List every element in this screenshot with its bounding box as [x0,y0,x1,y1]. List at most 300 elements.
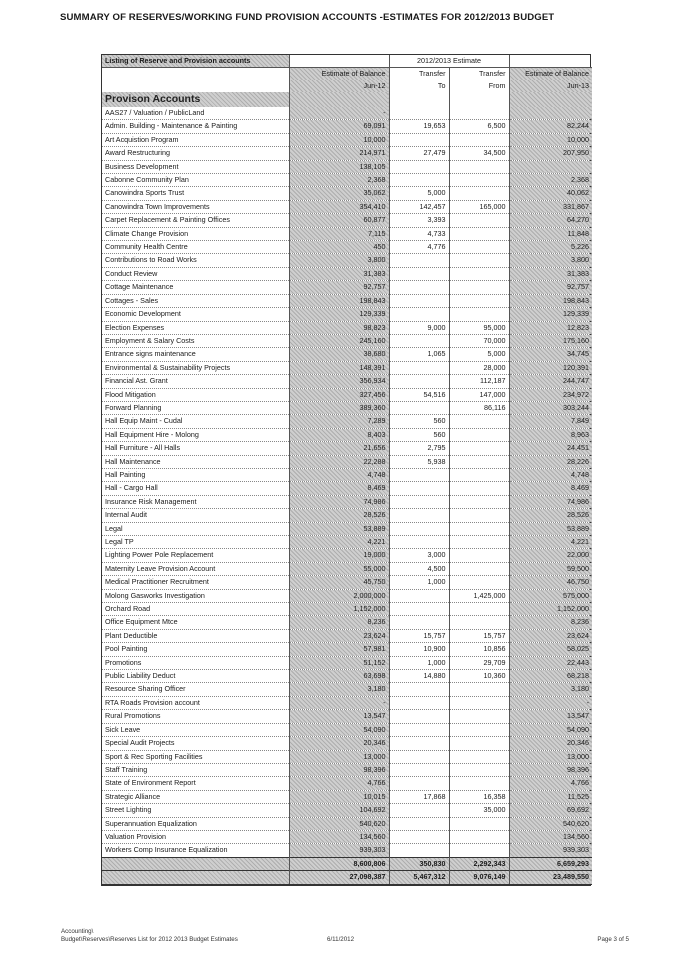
estimate-balance-jun12: 2,368 [289,174,389,187]
estimate-balance-jun12: 35,062 [289,187,389,200]
transfer-to: 4,500 [389,562,449,575]
section-cell [102,92,289,107]
transfer-to [389,750,449,763]
estimate-balance-jun13: 28,526 [509,509,592,522]
transfer-from: 86,116 [449,401,509,414]
transfer-to [389,589,449,602]
grand-total-label [102,871,289,884]
transfer-to [389,482,449,495]
transfer-from [449,254,509,267]
estimate-balance-jun12: 134,560 [289,830,389,843]
table-row [102,442,592,455]
account-name: Sport & Rec Sporting Facilities [102,750,289,763]
estimate-balance-jun13: 64,270 [509,214,592,227]
transfer-to [389,495,449,508]
grand-total-bal: 27,098,387 [289,871,389,884]
estimate-balance-jun13: 4,221 [509,536,592,549]
footer-page-number: Page 3 of 5 [597,936,629,943]
estimate-balance-jun12: 8,469 [289,482,389,495]
header-blank-4 [102,80,289,92]
estimate-balance-jun13: 244,747 [509,375,592,388]
transfer-from [449,294,509,307]
table-row [102,683,592,696]
account-name: Workers Comp Insurance Equalization [102,844,289,857]
transfer-to: 4,733 [389,227,449,240]
table-row [102,388,592,401]
subtotal-bal: 8,600,806 [289,857,389,870]
estimate-balance-jun12: 148,391 [289,361,389,374]
account-name: RTA Roads Provision account [102,696,289,709]
estimate-balance-jun12: 21,656 [289,442,389,455]
account-name: Business Development [102,160,289,173]
table-row [102,468,592,481]
account-name: Economic Development [102,308,289,321]
transfer-to: 3,393 [389,214,449,227]
transfer-from [449,107,509,120]
transfer-to [389,696,449,709]
listing-header: Listing of Reserve and Provision accounts [102,55,289,68]
estimate-balance-jun13: 5,226 [509,241,592,254]
table-row [102,576,592,589]
transfer-from [449,160,509,173]
header-blank-2 [509,55,592,68]
header-row-2 [102,68,592,81]
estimate-balance-jun13 [509,160,592,173]
account-name: Pool Painting [102,643,289,656]
estimate-balance-jun13: 8,469 [509,482,592,495]
estimate-group-header: 2012/2013 Estimate [389,55,509,68]
estimate-balance-jun12: 3,800 [289,254,389,267]
estimate-balance-jun12: 4,748 [289,468,389,481]
estimate-balance-jun12: 389,360 [289,401,389,414]
table-row [102,790,592,803]
estimate-balance-jun13: 175,160 [509,334,592,347]
estimate-balance-jun12: 13,000 [289,750,389,763]
transfer-to [389,710,449,723]
estimate-balance-jun12: - [289,107,389,120]
estimate-balance-jun13: 4,766 [509,777,592,790]
estimate-balance-jun13: 40,062 [509,187,592,200]
transfer-from [449,482,509,495]
estimate-balance-jun13: 13,547 [509,710,592,723]
estimate-balance-jun12: 2,000,000 [289,589,389,602]
transfer-to [389,723,449,736]
transfer-to [389,401,449,414]
estimate-balance-jun12: 8,403 [289,428,389,441]
transfer-to [389,375,449,388]
estimate-balance-jun13: 939,303 [509,844,592,857]
transfer-from [449,844,509,857]
transfer-from [449,723,509,736]
account-name: Forward Planning [102,401,289,414]
estimate-balance-jun13: 3,180 [509,683,592,696]
estimate-balance-jun12: 74,986 [289,495,389,508]
account-name: Hall - Cargo Hall [102,482,289,495]
table-row [102,267,592,280]
transfer-to [389,107,449,120]
estimate-balance-jun12: 69,091 [289,120,389,133]
transfer-from-header-1: Transfer [449,68,509,81]
account-name: Award Restructuring [102,147,289,160]
estimate-balance-jun12: 54,090 [289,723,389,736]
table-row [102,643,592,656]
table-row [102,254,592,267]
estimate-balance-jun12: 7,115 [289,227,389,240]
section-title: Provison Accounts [105,93,201,105]
account-name: Carpet Replacement & Painting Offices [102,214,289,227]
account-name: AAS27 / Valuation / PublicLand [102,107,289,120]
transfer-to: 9,000 [389,321,449,334]
table-row [102,763,592,776]
subtotal-from: 2,292,343 [449,857,509,870]
account-name: Insurance Risk Management [102,495,289,508]
table-row [102,147,592,160]
transfer-to [389,830,449,843]
header-row-1 [102,55,592,68]
estimate-balance-jun12: 7,289 [289,415,389,428]
account-name: Superannuation Equalization [102,817,289,830]
grand-total-row [102,871,592,884]
account-name: Climate Change Provision [102,227,289,240]
transfer-to: 560 [389,428,449,441]
transfer-to [389,254,449,267]
transfer-to-header-1: Transfer [389,68,449,81]
table-row [102,281,592,294]
transfer-to: 4,776 [389,241,449,254]
transfer-to [389,763,449,776]
transfer-from [449,281,509,294]
estimate-balance-jun13: 46,750 [509,576,592,589]
transfer-to [389,308,449,321]
transfer-from: 10,360 [449,670,509,683]
transfer-to [389,616,449,629]
estimate-balance-jun12: 92,757 [289,281,389,294]
header-blank-3 [102,68,289,81]
table-row [102,321,592,334]
estimate-balance-jun12: 13,547 [289,710,389,723]
header-row-3 [102,80,592,92]
transfer-from-header-2: From [449,80,509,92]
estimate-balance-jun13: 8,236 [509,616,592,629]
subtotal-bal2: 6,659,293 [509,857,592,870]
table-row [102,710,592,723]
estimate-balance-jun13: 1,152,000 [509,603,592,616]
transfer-from [449,495,509,508]
account-name: Cottage Maintenance [102,281,289,294]
account-name: Community Health Centre [102,241,289,254]
estimate-balance-jun12: 198,843 [289,294,389,307]
estimate-balance-jun12: 63,698 [289,670,389,683]
estimate-balance-jun13: 11,525 [509,790,592,803]
estimate-balance-jun13: - [509,696,592,709]
grand-total-from: 9,076,149 [449,871,509,884]
estimate-balance-jun13: 22,443 [509,656,592,669]
account-name: State of Environment Report [102,777,289,790]
section-fill-2 [389,92,449,107]
estimate-balance-jun12: 10,015 [289,790,389,803]
estimate-balance-jun13: 82,244 [509,120,592,133]
estimate-balance-jun12: 356,934 [289,375,389,388]
estimate-balance-jun13: 198,843 [509,294,592,307]
account-name: Employment & Salary Costs [102,334,289,347]
table-row [102,241,592,254]
account-name: Lighting Power Pole Replacement [102,549,289,562]
transfer-to: 3,000 [389,549,449,562]
transfer-from [449,442,509,455]
transfer-from: 95,000 [449,321,509,334]
estimate-balance-jun12: 4,766 [289,777,389,790]
estimate-balance-jun13: 22,000 [509,549,592,562]
estimate-balance-jun13: 58,025 [509,643,592,656]
transfer-to: 5,938 [389,455,449,468]
transfer-to [389,522,449,535]
estimate-balance-jun12: 55,000 [289,562,389,575]
subtotal-row [102,857,592,870]
account-name: Valuation Provision [102,830,289,843]
account-name: Environmental & Sustainability Projects [102,361,289,374]
table-row [102,750,592,763]
transfer-from [449,763,509,776]
estimate-balance-jun13: 331,867 [509,200,592,213]
estimate-balance-jun13: 34,745 [509,348,592,361]
footer-path-line-1: Accounting\ [61,928,94,935]
estimate-balance-jun12: 214,971 [289,147,389,160]
table-row [102,603,592,616]
table-row [102,777,592,790]
estimate-balance-jun13: 28,226 [509,455,592,468]
subtotal-label [102,857,289,870]
estimate-balance-jun13: 7,849 [509,415,592,428]
estimate-balance-jun13: 12,823 [509,321,592,334]
estimate-balance-jun12: 31,383 [289,267,389,280]
estimate-balance-jun12: 28,526 [289,509,389,522]
account-name: Conduct Review [102,267,289,280]
transfer-from [449,603,509,616]
transfer-to [389,468,449,481]
estimate-balance-jun12: 53,889 [289,522,389,535]
table-row [102,522,592,535]
table-row [102,549,592,562]
account-name: Entrance signs maintenance [102,348,289,361]
transfer-from: 70,000 [449,334,509,347]
transfer-from [449,696,509,709]
transfer-to [389,334,449,347]
transfer-to: 1,000 [389,656,449,669]
estimate-balance-jun12: 38,680 [289,348,389,361]
estimate-balance-jun13: 4,748 [509,468,592,481]
transfer-to: 14,880 [389,670,449,683]
transfer-from [449,187,509,200]
table-row [102,415,592,428]
transfer-to: 54,516 [389,388,449,401]
table-row [102,174,592,187]
header-blank-1 [289,55,389,68]
account-name: Hall Equip Maint - Cudal [102,415,289,428]
account-name: Financial Ast. Grant [102,375,289,388]
estimate-balance-jun13: 31,383 [509,267,592,280]
account-name: Rural Promotions [102,710,289,723]
transfer-to: 560 [389,415,449,428]
estimate-balance-jun12: 45,750 [289,576,389,589]
table-row [102,361,592,374]
estimate-balance-jun12: 540,620 [289,817,389,830]
section-fill-4 [509,92,592,107]
account-name: Promotions [102,656,289,669]
estimate-balance-jun13: 8,963 [509,428,592,441]
estimate-balance-jun12: 354,410 [289,200,389,213]
estimate-balance-jun13: 3,800 [509,254,592,267]
transfer-from [449,241,509,254]
table-row [102,509,592,522]
estimate-balance-jun13: 68,218 [509,670,592,683]
transfer-from [449,133,509,146]
grand-total-bal2: 23,489,550 [509,871,592,884]
table-row [102,656,592,669]
account-name: Legal [102,522,289,535]
estimate-balance-jun12: 98,396 [289,763,389,776]
transfer-to [389,603,449,616]
table-row [102,804,592,817]
table-row [102,536,592,549]
table-row [102,334,592,347]
transfer-from [449,415,509,428]
transfer-to [389,737,449,750]
estimate-balance-jun12: 138,105 [289,160,389,173]
estimate-balance-jun12: 4,221 [289,536,389,549]
estimate-balance-jun13: 20,346 [509,737,592,750]
footer-path-line-2: Budget\Reserves\Reserves List for 2012 2013 Budget Estimates [61,936,238,943]
table-row [102,696,592,709]
transfer-from [449,428,509,441]
transfer-from [449,830,509,843]
table-row [102,482,592,495]
transfer-from: 6,500 [449,120,509,133]
account-name: Cottages - Sales [102,294,289,307]
transfer-to: 2,795 [389,442,449,455]
estimate-balance-jun12: - [289,696,389,709]
account-name: Hall Equipment Hire - Molong [102,428,289,441]
account-name: Sick Leave [102,723,289,736]
table-row [102,830,592,843]
transfer-from: 16,358 [449,790,509,803]
transfer-from [449,616,509,629]
estimate-balance-jun13: 92,757 [509,281,592,294]
transfer-from [449,214,509,227]
account-name: Canowindra Sports Trust [102,187,289,200]
transfer-from [449,817,509,830]
table-row [102,107,592,120]
estimate-balance-jun13: 120,391 [509,361,592,374]
bal-open-header-2: Jun-12 [289,80,389,92]
estimate-balance-jun13: 54,090 [509,723,592,736]
transfer-to [389,804,449,817]
account-name: Election Expenses [102,321,289,334]
transfer-from [449,174,509,187]
estimate-balance-jun12: 57,981 [289,643,389,656]
table-row [102,562,592,575]
footer-path [61,928,238,944]
grand-total-to: 5,467,312 [389,871,449,884]
account-name: Hall Furniture - All Halls [102,442,289,455]
transfer-from: 1,425,000 [449,589,509,602]
estimate-balance-jun13: 59,500 [509,562,592,575]
section-fill-3 [449,92,509,107]
transfer-to: 5,000 [389,187,449,200]
account-name: Public Liability Deduct [102,670,289,683]
table-row [102,616,592,629]
account-name: Molong Gasworks Investigation [102,589,289,602]
transfer-from [449,267,509,280]
account-name: Orchard Road [102,603,289,616]
estimate-balance-jun12: 51,152 [289,656,389,669]
account-name: Internal Audit [102,509,289,522]
table-row [102,214,592,227]
estimate-balance-jun13: 11,848 [509,227,592,240]
transfer-to: 1,000 [389,576,449,589]
account-name: Contributions to Road Works [102,254,289,267]
estimate-balance-jun12: 8,236 [289,616,389,629]
transfer-to [389,174,449,187]
estimate-balance-jun12: 19,000 [289,549,389,562]
estimate-balance-jun12: 22,288 [289,455,389,468]
estimate-balance-jun12: 98,823 [289,321,389,334]
transfer-to [389,777,449,790]
reserves-table [101,54,591,886]
account-name: Resource Sharing Officer [102,683,289,696]
estimate-balance-jun12: 10,000 [289,133,389,146]
transfer-from [449,509,509,522]
transfer-from [449,737,509,750]
transfer-to [389,281,449,294]
section-row [102,92,592,107]
estimate-balance-jun12: 245,160 [289,334,389,347]
account-name: Canowindra Town Improvements [102,200,289,213]
transfer-to [389,267,449,280]
account-name: Admin. Building - Maintenance & Painting [102,120,289,133]
estimate-balance-jun13 [509,107,592,120]
transfer-from [449,536,509,549]
estimate-balance-jun12: 939,303 [289,844,389,857]
estimate-balance-jun13: 10,000 [509,133,592,146]
transfer-to: 142,457 [389,200,449,213]
table-row [102,227,592,240]
transfer-from: 147,000 [449,388,509,401]
bal-close-header-1: Estimate of Balance [509,68,592,81]
account-name: Special Audit Projects [102,737,289,750]
transfer-to [389,361,449,374]
account-rows [102,107,592,857]
table-row [102,589,592,602]
table-row [102,187,592,200]
estimate-balance-jun13: 13,000 [509,750,592,763]
estimate-balance-jun13: 540,620 [509,817,592,830]
table-row [102,160,592,173]
transfer-from [449,683,509,696]
table-row [102,401,592,414]
table-row [102,817,592,830]
transfer-to [389,844,449,857]
table-row [102,428,592,441]
account-name: Hall Painting [102,468,289,481]
table-row [102,294,592,307]
transfer-from [449,227,509,240]
table-row [102,375,592,388]
account-name: Office Equipment Mtce [102,616,289,629]
account-name: Flood Mitigation [102,388,289,401]
account-name: Legal TP [102,536,289,549]
transfer-to [389,817,449,830]
account-name: Art Acquistion Program [102,133,289,146]
